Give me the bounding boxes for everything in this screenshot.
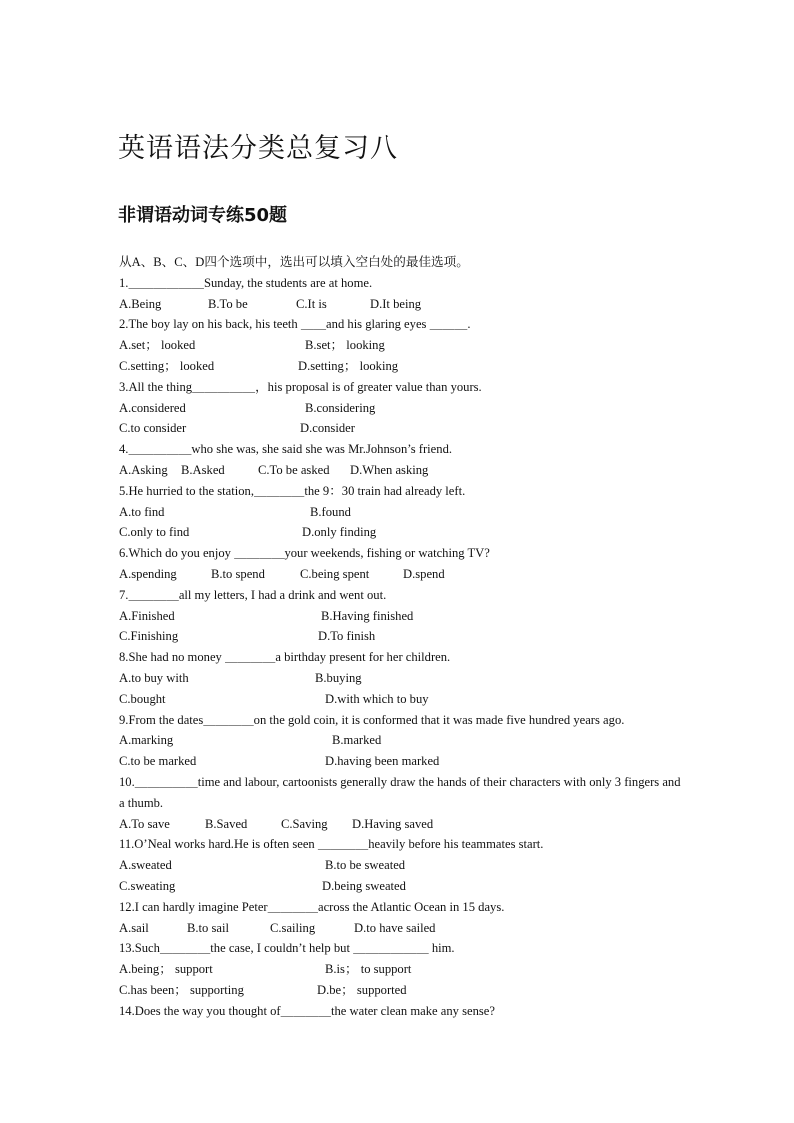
option-row: [119, 398, 689, 419]
option-c: C.It is: [296, 296, 327, 311]
option-a: A.being； support: [119, 962, 213, 977]
option-b: B.Saved: [205, 816, 248, 831]
option-d: D.having been marked: [325, 754, 440, 769]
question-stem: 2.The boy lay on his back, his teeth ＿＿and his glaring eyes ＿＿＿.: [119, 317, 471, 332]
option-d: D.spend: [403, 566, 445, 581]
option-row: [119, 626, 689, 647]
option-row: [119, 335, 689, 356]
question-stem: 3.All the thing＿＿＿＿＿，his proposal is of greater value than yours.: [119, 379, 482, 394]
option-d: D.be； supported: [317, 982, 407, 997]
option-row: [119, 855, 689, 876]
option-a: A.to buy with: [119, 670, 189, 685]
option-b: B.To be: [208, 296, 248, 311]
question-list: [119, 252, 689, 1021]
option-c: C.bought: [119, 691, 166, 706]
option-a: A.considered: [119, 400, 186, 415]
option-c: C.To be asked: [258, 462, 330, 477]
option-row: [119, 959, 689, 980]
option-row: [119, 668, 689, 689]
option-row: [119, 294, 689, 315]
option-d: D.to have sailed: [354, 920, 436, 935]
option-d: D.being sweated: [322, 878, 406, 893]
question-stem: 7.＿＿＿＿all my letters, I had a drink and went out.: [119, 587, 387, 602]
option-c: C.has been； supporting: [119, 982, 244, 997]
page-title: 英语语法分类总复习八: [118, 133, 398, 164]
option-row: [119, 980, 689, 1001]
option-a: A.to find: [119, 504, 165, 519]
option-c: C.to consider: [119, 421, 187, 436]
option-row: [119, 876, 689, 897]
option-row: [119, 460, 689, 481]
option-b: B.buying: [315, 670, 362, 685]
option-row: [119, 356, 689, 377]
option-b: B.marked: [332, 733, 382, 748]
option-a: A.marking: [119, 733, 174, 748]
option-row: [119, 522, 689, 543]
option-c: C.setting； looked: [119, 358, 215, 373]
option-b: B.to spend: [211, 566, 265, 581]
question-stem: 1.＿＿＿＿＿＿Sunday, the students are at home.: [119, 275, 373, 290]
option-d: D.It being: [370, 296, 422, 311]
option-b: B.set； looking: [305, 338, 385, 353]
option-b: B.considering: [305, 400, 376, 415]
option-d: D.To finish: [318, 629, 376, 644]
option-row: [119, 689, 689, 710]
option-a: A.sweated: [119, 858, 172, 873]
question-stem: 8.She had no money ＿＿＿＿a birthday present for her children.: [119, 650, 451, 665]
option-d: D.Having saved: [352, 816, 434, 831]
question-stem: 11.O’Neal works hard.He is often seen ＿＿＿＿heavily before his teammates start.: [119, 837, 544, 852]
option-c: C.Finishing: [119, 629, 179, 644]
option-b: B.found: [310, 504, 351, 519]
option-a: A.Finished: [119, 608, 175, 623]
option-d: D.When asking: [350, 462, 429, 477]
question-stem: 12.I can hardly imagine Peter＿＿＿＿across the Atlantic Ocean in 15 days.: [119, 899, 505, 914]
instruction-text: 从A、B、C、D四个选项中，选出可以填入空白处的最佳选项。: [119, 255, 469, 269]
option-a: A.Being: [119, 296, 162, 311]
option-b: B.Asked: [181, 462, 225, 477]
option-row: [119, 918, 689, 939]
question-stem: 6.Which do you enjoy ＿＿＿＿your weekends, fishing or watching TV?: [119, 546, 490, 561]
question-stem: 10.＿＿＿＿＿time and labour, cartoonists generally draw the hands of their characters with only 3 fingers and a thumb.: [119, 774, 681, 810]
option-b: B.to be sweated: [325, 858, 406, 873]
option-c: C.Saving: [281, 816, 328, 831]
option-a: A.To save: [119, 816, 170, 831]
option-c: C.only to find: [119, 525, 190, 540]
option-row: [119, 606, 689, 627]
option-a: A.spending: [119, 566, 177, 581]
option-d: D.only finding: [302, 525, 377, 540]
option-c: C.sweating: [119, 878, 176, 893]
option-row: [119, 564, 689, 585]
page-subtitle: 非谓语动词专练50题: [118, 205, 288, 226]
option-c: C.being spent: [300, 566, 370, 581]
option-b: B.is； to support: [325, 962, 412, 977]
question-stem: 13.Such＿＿＿＿the case, I couldn’t help but ＿＿＿＿＿＿ him.: [119, 941, 455, 956]
option-row: [119, 502, 689, 523]
option-d: D.setting； looking: [298, 358, 399, 373]
option-c: C.to be marked: [119, 754, 197, 769]
option-row: [119, 730, 689, 751]
option-a: A.sail: [119, 920, 149, 935]
question-stem: 9.From the dates＿＿＿＿on the gold coin, it is conformed that it was made five hundred years ago.: [119, 712, 625, 727]
option-a: A.Asking: [119, 462, 168, 477]
option-b: B.Having finished: [321, 608, 414, 623]
option-row: [119, 418, 689, 439]
question-stem: 5.He hurried to the station,＿＿＿＿the 9：30 train had already left.: [119, 483, 466, 498]
option-d: D.with which to buy: [325, 691, 429, 706]
option-c: C.sailing: [270, 920, 316, 935]
option-d: D.consider: [300, 421, 355, 436]
question-stem: 14.Does the way you thought of＿＿＿＿the water clean make any sense?: [119, 1003, 495, 1018]
option-a: A.set； looked: [119, 338, 196, 353]
question-stem: 4.＿＿＿＿＿who she was, she said she was Mr.Johnson’s friend.: [119, 442, 453, 457]
option-row: [119, 751, 689, 772]
option-row: [119, 814, 689, 835]
option-b: B.to sail: [187, 920, 229, 935]
